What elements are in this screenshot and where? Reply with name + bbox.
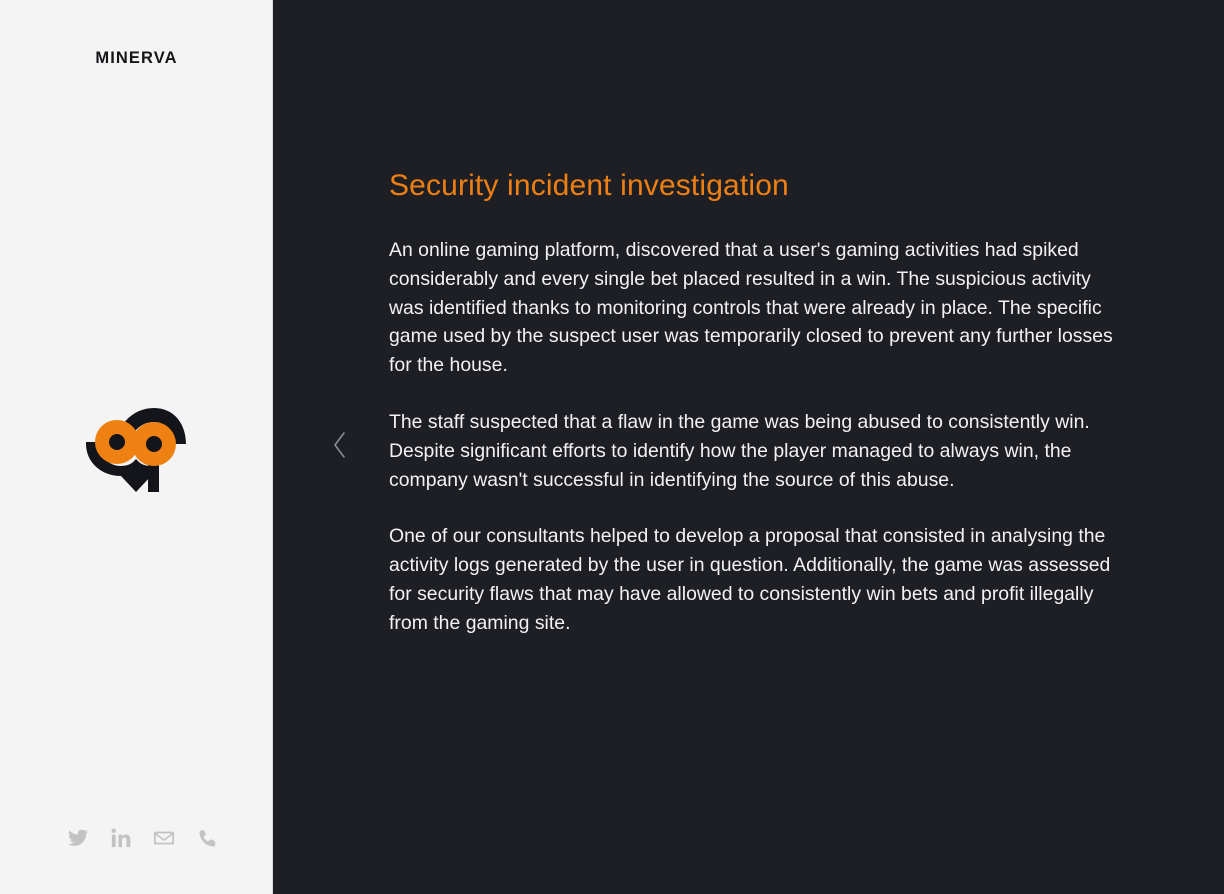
- linkedin-icon[interactable]: [109, 826, 133, 850]
- owl-logo-icon[interactable]: [86, 404, 186, 492]
- slide-paragraph-2: The staff suspected that a flaw in the game was being abused to consistently win. Despite significant efforts to identify how the player managed to always win, the company wasn't successful in identifying the source of this abuse.: [389, 410, 1090, 491]
- slide-paragraph-1: An online gaming platform, discovered that a user's gaming activities had spiked considerably and every single bet placed resulted in a win. The suspicious activity was identified thanks to monitoring controls that were already in place. The specific game used by the suspect user was temporarily closed to prevent any further losses for the house.: [389, 239, 1113, 377]
- social-links: [0, 826, 273, 850]
- slide-body: [389, 236, 1124, 638]
- phone-icon[interactable]: [195, 826, 219, 850]
- email-icon[interactable]: [152, 826, 176, 850]
- slide-panel: [389, 166, 1124, 638]
- twitter-icon[interactable]: [66, 826, 90, 850]
- brand-wordmark[interactable]: MINERVA: [95, 49, 178, 67]
- main-content: [273, 0, 1224, 894]
- slide-paragraph-3: One of our consultants helped to develop a proposal that consisted in analysing the activity logs generated by the user in question. Additionally, the game was assessed for security flaws that may have allowed to consistently win bets and profit illegally from the gaming site.: [389, 525, 1111, 634]
- page-title: Security incident investigation: [389, 169, 789, 202]
- chevron-left-icon[interactable]: [320, 424, 360, 466]
- sidebar: [0, 0, 273, 894]
